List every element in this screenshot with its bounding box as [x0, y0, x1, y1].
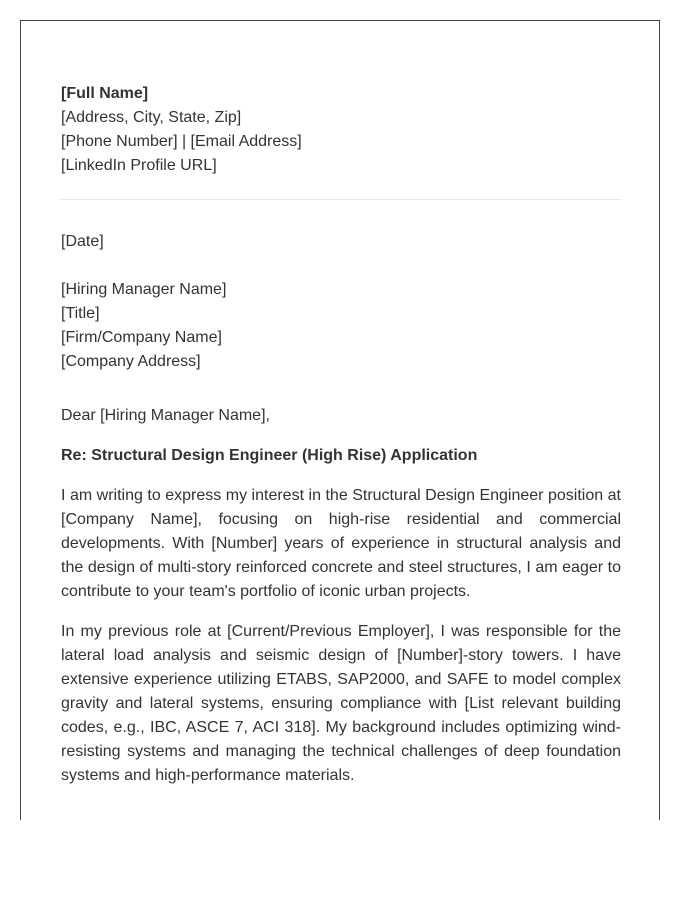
header-divider	[61, 199, 621, 200]
recipient-title: [Title]	[61, 305, 100, 322]
recipient-address: [Company Address]	[61, 353, 201, 370]
recipient-name: [Hiring Manager Name]	[61, 281, 227, 298]
letter-date: [Date]	[61, 233, 104, 250]
sender-block	[61, 82, 621, 178]
letter-page	[20, 20, 660, 820]
recipient-block	[61, 278, 621, 374]
subject-line: Re: Structural Design Engineer (High Rise) Application	[61, 447, 478, 464]
recipient-company: [Firm/Company Name]	[61, 329, 222, 346]
body-paragraph-1: I am writing to express my interest in the Structural Design Engineer position at [Company Name], focusing on high-rise residential and commercial developments. With [Number] years of experience in structural analysis and the design of multi-story reinforced concrete and steel structures, I am eager to contribute to your team's portfolio of iconic urban projects.	[61, 487, 621, 600]
sender-name: [Full Name]	[61, 85, 149, 102]
letter-content	[61, 82, 621, 804]
salutation: Dear [Hiring Manager Name],	[61, 407, 270, 424]
sender-address: [Address, City, State, Zip]	[61, 109, 242, 126]
sender-contact: [Phone Number] | [Email Address]	[61, 133, 302, 150]
body-paragraph-2: In my previous role at [Current/Previous Employer], I was responsible for the lateral load analysis and seismic design of [Number]-story towers. I have extensive experience utilizing ETABS, SAP2000, and SAFE to model complex gravity and lateral systems, ensuring compliance with [List relevant building codes, e.g., IBC, ASCE 7, ACI 318]. My background includes optimizing wind-resisting systems and managing the technical challenges of deep foundation systems and high-performance materials.	[61, 623, 621, 784]
sender-linkedin: [LinkedIn Profile URL]	[61, 157, 217, 174]
